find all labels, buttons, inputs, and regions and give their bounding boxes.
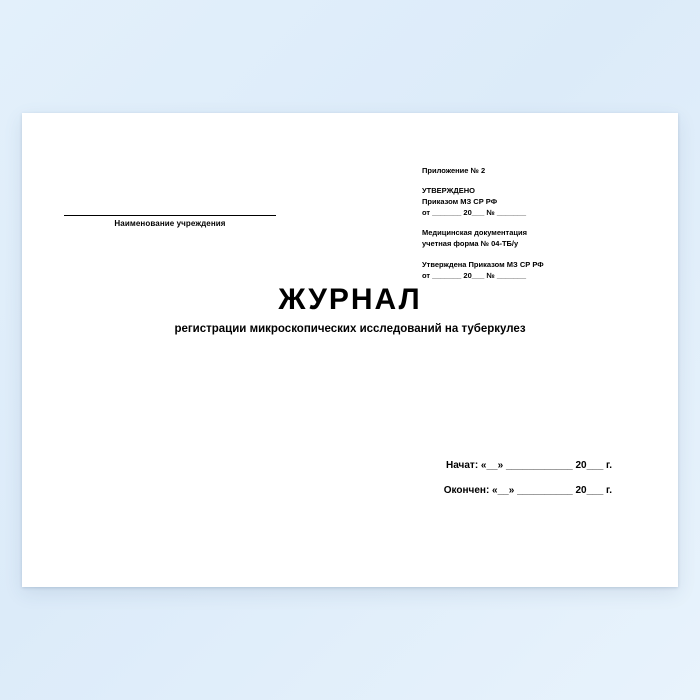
approved-by-date: от _______ 20___ № _______ (422, 270, 527, 280)
approved-group (422, 185, 612, 218)
institution-caption: Наименование учреждения (114, 219, 226, 228)
approved-date: от _______ 20___ № _______ (422, 208, 527, 218)
med-doc-line-2: учетная форма № 04-ТБ/у (422, 239, 519, 249)
approval-block (422, 165, 612, 281)
medical-document-group (422, 227, 612, 249)
document-subtitle: регистрации микроскопических исследований на туберкулез (174, 323, 526, 335)
document-content (22, 113, 678, 587)
med-doc-line-1: Медицинская документация (422, 228, 527, 238)
appendix-number: Приложение № 2 (422, 166, 486, 175)
appendix-group (422, 165, 612, 176)
approved-order: Приказом МЗ СР РФ (422, 197, 498, 207)
date-finished: Окончен: «__» __________ 20___ г. (443, 485, 612, 496)
approved-label: УТВЕРЖДЕНО (422, 186, 475, 196)
approved-by-group (422, 259, 612, 281)
institution-rule (64, 215, 276, 216)
date-fields (444, 453, 612, 503)
institution-field (64, 215, 276, 228)
date-started: Начат: «__» ____________ 20___ г. (446, 460, 612, 471)
document-title: ЖУРНАЛ (278, 283, 422, 316)
document-sheet (22, 113, 678, 587)
approved-by: Утверждена Приказом МЗ СР РФ (422, 259, 544, 269)
